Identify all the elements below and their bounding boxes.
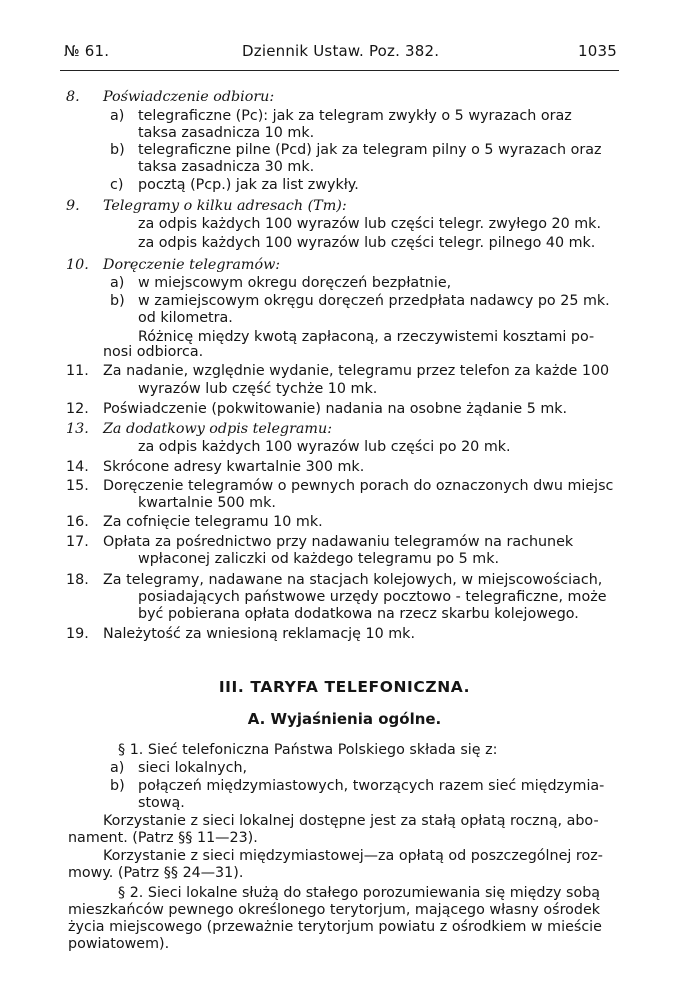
sub-item-letter: b) [110, 142, 125, 158]
sub-item-letter: b) [110, 778, 125, 794]
text-line: wpłaconej zaliczki od każdego telegramu po 5 mk. [138, 551, 500, 567]
text-line: za odpis każdych 100 wyrazów lub części telegr. pilnego 40 mk. [138, 235, 596, 251]
item-number: 11. [66, 363, 89, 379]
item-number: 9. [66, 198, 80, 214]
page-number-left: № 61. [64, 42, 110, 60]
item-number: 17. [66, 534, 89, 550]
journal-title: Dziennik Ustaw. Poz. 382. [242, 42, 440, 60]
section-title: III. TARYFA TELEFONICZNA. [218, 678, 471, 696]
text-line: Należytość za wniesioną reklamację 10 mk. [103, 626, 415, 642]
sub-item-letter: b) [110, 293, 125, 309]
paragraph-line: Korzystanie z sieci międzymiastowej—za opłatą od poszczególnej roz- [103, 848, 603, 864]
text-line: posiadających państwowe urzędy pocztowo - telegraficzne, może [138, 589, 607, 605]
text-line: nosi odbiorca. [103, 344, 204, 360]
text-line: w zamiejscowym okręgu doręczeń przedpłata nadawcy po 25 mk. [138, 293, 610, 309]
sub-item-letter: a) [110, 108, 125, 124]
text-line: Poświadczenie odbioru: [103, 89, 275, 105]
text-line: kwartalnie 500 mk. [138, 495, 276, 511]
item-number: 8. [66, 89, 80, 105]
paragraph-line: życia miejscowego (przeważnie terytorjum powiatu z ośrodkiem w mieście [68, 919, 602, 935]
text-line: od kilometra. [138, 310, 233, 326]
text-line: Różnicę między kwotą zapłaconą, a rzeczywistemi kosztami po- [138, 329, 595, 345]
text-line: wyrazów lub część tychże 10 mk. [138, 381, 378, 397]
paragraph-line: nament. (Patrz §§ 11—23). [68, 830, 258, 846]
paragraph-line: połączeń międzymiastowych, tworzących razem sieć międzymia- [138, 778, 605, 794]
page-number-right: 1035 [578, 42, 617, 60]
text-line: Za cofnięcie telegramu 10 mk. [103, 514, 323, 530]
text-line: taksa zasadnicza 10 mk. [138, 125, 315, 141]
text-line: pocztą (Pcp.) jak za list zwykły. [138, 177, 359, 193]
text-line: być pobierana opłata dodatkowa na rzecz skarbu kolejowego. [138, 606, 579, 622]
item-number: 14. [66, 459, 89, 475]
sub-item-letter: c) [110, 177, 124, 193]
text-line: Doręczenie telegramów: [103, 257, 281, 273]
item-number: 10. [66, 257, 89, 273]
text-line: Opłata za pośrednictwo przy nadawaniu telegramów na rachunek [103, 534, 574, 550]
text-line: Skrócone adresy kwartalnie 300 mk. [103, 459, 365, 475]
sub-item-letter: a) [110, 760, 125, 776]
text-line: w miejscowym okregu doręczeń bezpłatnie, [138, 275, 452, 291]
paragraph-line: Korzystanie z sieci lokalnej dostępne jest za stałą opłatą roczną, abo- [103, 813, 599, 829]
paragraph-line: stową. [138, 795, 185, 811]
sub-item-letter: a) [110, 275, 125, 291]
paragraph-line: mowy. (Patrz §§ 24—31). [68, 865, 244, 881]
text-line: Telegramy o kilku adresach (Tm): [103, 198, 347, 214]
text-line: Doręczenie telegramów o pewnych porach do oznaczonych dwu miejsc [103, 478, 614, 494]
text-line: Za dodatkowy odpis telegramu: [103, 421, 333, 437]
text-line: za odpis każdych 100 wyrazów lub części telegr. zwyłego 20 mk. [138, 216, 601, 232]
section-subtitle: A. Wyjaśnienia ogólne. [247, 710, 442, 728]
paragraph-line: sieci lokalnych, [138, 760, 248, 776]
paragraph-line: powiatowem). [68, 936, 170, 952]
text-line: telegraficzne pilne (Pcd) jak za telegram pilny o 5 wyrazach oraz [138, 142, 602, 158]
item-number: 16. [66, 514, 89, 530]
text-line: Poświadczenie (pokwitowanie) nadania na osobne żądanie 5 mk. [103, 401, 568, 417]
paragraph-line: mieszkańców pewnego określonego terytorjum, mającego własny ośrodek [68, 902, 601, 918]
item-number: 15. [66, 478, 89, 494]
item-number: 19. [66, 626, 89, 642]
text-line: taksa zasadnicza 30 mk. [138, 159, 315, 175]
item-number: 13. [66, 421, 89, 437]
header-rule [60, 70, 619, 71]
paragraph-line: § 2. Sieci lokalne służą do stałego porozumiewania się między sobą [118, 885, 601, 901]
paragraph-line: § 1. Sieć telefoniczna Państwa Polskiego składa się z: [118, 742, 498, 758]
text-line: za odpis każdych 100 wyrazów lub części po 20 mk. [138, 439, 511, 455]
text-line: Za nadanie, względnie wydanie, telegramu przez telefon za każde 100 [103, 363, 610, 379]
text-line: telegraficzne (Pc): jak za telegram zwykły o 5 wyrazach oraz [138, 108, 572, 124]
text-line: Za telegramy, nadawane na stacjach kolejowych, w miejscowościach, [103, 572, 603, 588]
item-number: 12. [66, 401, 89, 417]
item-number: 18. [66, 572, 89, 588]
